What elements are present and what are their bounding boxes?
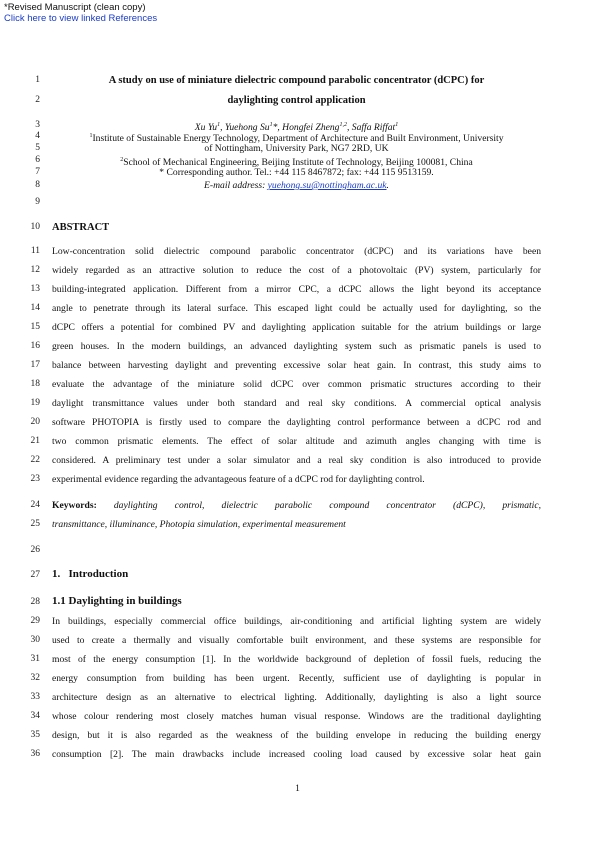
author-name: , Yuehong Su [220,122,270,134]
line-number: 28 [30,597,40,607]
body-line: In buildings, especially commercial office buildings, air-conditioning and artificial lighting system are widely [52,616,541,627]
paper-title-line-2: daylighting control application [227,95,366,106]
subsection-heading: 1.1 Daylighting in buildings [52,595,182,607]
abstract-line: dCPC offers a potential for combined PV and daylighting application suitable for the atrium buildings or large [52,322,541,333]
author-affiliation-mark: 1,2 [339,122,347,128]
line-number: 1 [35,75,40,85]
abstract-line: experimental evidence regarding the advantageous feature of a dCPC rod for daylighting control. [52,474,425,485]
line-number: 14 [30,303,40,313]
email-end: . [386,180,389,191]
line-number: 16 [30,341,40,351]
affiliation-mark: 1 [89,133,93,139]
line-number: 30 [30,635,40,645]
keywords-text: daylighting control, dielectric parabolic compound concentrator (dCPC), prismatic, [113,500,541,511]
line-number: 12 [30,265,40,275]
line-number: 31 [30,654,40,664]
line-number: 24 [30,500,40,510]
line-number: 29 [30,616,40,626]
line-number: 18 [30,379,40,389]
line-number: 7 [35,167,40,177]
email-label: E-mail address [204,180,263,191]
line-number: 35 [30,730,40,740]
linked-references-link[interactable]: Click here to view linked References [4,13,158,24]
author-name: , Saffa Riffat [346,122,396,134]
line-number: 22 [30,455,40,465]
line-number: 26 [30,545,40,555]
page-number: 1 [295,784,300,794]
paper-title-line-1: A study on use of miniature dielectric compound parabolic concentrator (dCPC) for [108,75,485,86]
abstract-line: daylight transmittance values under both standard and real sky conditions. A commercial optical analysis [52,398,541,409]
section-title: Introduction [68,568,129,580]
abstract-line: evaluate the advantage of the miniature solid dCPC over common prismatic structures according to their [52,379,541,390]
abstract-line: two common prismatic elements. The effect of solar altitude and azimuth angles changing with time is [52,436,541,447]
abstract-line: Low-concentration solid dielectric compound parabolic concentrator (dCPC) and its variations have been [52,246,541,257]
corresponding-author: * Corresponding author. Tel.: +44 115 8467872; fax: +44 115 9513159. [159,167,434,178]
author-affiliation-mark: 1 [395,122,399,128]
section-heading-introduction [52,569,541,580]
body-line: whose colour rendering most closely matches human visual response. Windows are the traditional daylighting [52,711,541,722]
author-affiliation-mark: 1 [269,122,273,128]
line-number: 32 [30,673,40,683]
abstract-line: balance between harvesting daylight and preventing excessive solar heat gain. In contrast, this study aims to [52,360,541,371]
abstract-line: widely regarded as an attractive solution to reduce the cost of a photovoltaic (PV) system, particularly for [52,265,541,276]
line-number: 25 [30,519,40,529]
line-number: 5 [35,143,40,153]
body-line: energy consumption from building has been urgent. Recently, sufficient use of daylighting is popular in [52,673,541,684]
keywords-line-1 [52,500,541,511]
affiliation-mark: 2 [120,157,124,163]
abstract-line: building-integrated application. Different from a mirror CPC, a dCPC allows the light beyond its acceptance [52,284,541,295]
body-line: used to create a thermally and visually comfortable built environment, and these systems are responsible for [52,635,541,646]
body-line: architecture design as an alternative to electrical lighting. Additionally, daylighting is also a light source [52,692,541,703]
abstract-line: considered. A preliminary test under a solar simulator and a real sky condition is also introduced to provide [52,455,541,466]
email-line: E-mail address: yuehong.su@nottingham.ac.uk. [204,180,389,191]
manuscript-banner [4,2,157,24]
affiliation-text: Institute of Sustainable Energy Technology, Department of Architecture and Built Environment, University [92,133,504,145]
line-number: 2 [35,95,40,105]
line-number: 3 [35,120,40,130]
line-number: 33 [30,692,40,702]
line-number: 36 [30,749,40,759]
affiliation-1-cont: of Nottingham, University Park, NG7 2RD, UK [204,143,389,154]
line-number: 15 [30,322,40,332]
author-affiliation-mark: 1 [217,122,221,128]
keywords-label: Keywords: [52,500,97,511]
abstract-line: angle to penetrate through its lateral surface. This escaped light could be actually used for daylighting, so the [52,303,541,314]
line-number: 20 [30,417,40,427]
line-number: 6 [35,155,40,165]
line-number: 10 [30,222,40,232]
keywords-line-2: transmittance, illuminance, Photopia simulation, experimental measurement [52,519,346,530]
line-number: 8 [35,180,40,190]
author-name: *, Hongfei Zheng [272,122,340,134]
line-number: 19 [30,398,40,408]
body-line: consumption [2]. The main drawbacks include increased cooling load caused by excessive solar heat gain [52,749,541,760]
line-number: 23 [30,474,40,484]
line-number: 11 [30,246,40,256]
line-number: 9 [35,197,40,207]
line-number: 21 [30,436,40,446]
line-number: 17 [30,360,40,370]
abstract-heading: ABSTRACT [52,222,110,233]
revised-label: *Revised Manuscript (clean copy) [4,2,146,13]
body-line: design, but it is also regarded as the weakness of the building envelope in reducing the building energy [52,730,541,741]
section-number: 1. [52,568,61,580]
line-number: 13 [30,284,40,294]
abstract-line: green houses. In the modern buildings, an advanced daylighting system such as prismatic panels is used to [52,341,541,352]
abstract-line: software PHOTOPIA is firstly used to compare the daylighting control performance between a dCPC rod and [52,417,541,428]
email-link[interactable]: yuehong.su@nottingham.ac.uk [267,180,387,191]
affiliation-text: School of Mechanical Engineering, Beijing Institute of Technology, Beijing 100081, China [123,157,473,169]
body-line: most of the energy consumption [1]. In the worldwide background of depletion of fossil fuels, reducing the [52,654,541,665]
line-number: 4 [35,131,40,141]
line-number: 27 [30,570,40,580]
line-number: 34 [30,711,40,721]
author-name: Xu Yu [194,122,218,134]
